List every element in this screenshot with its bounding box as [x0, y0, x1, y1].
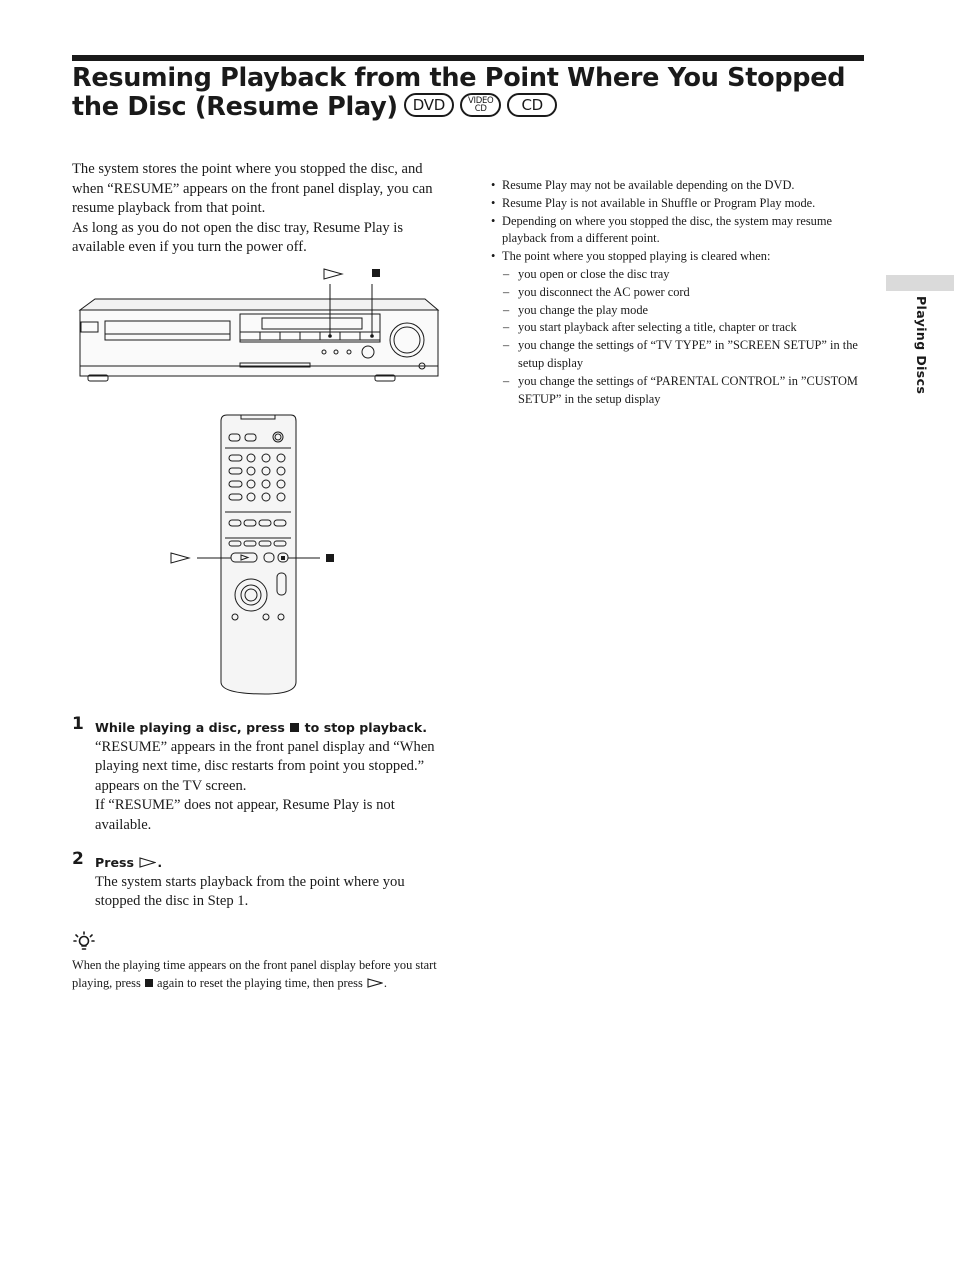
remote-illustration [165, 410, 365, 700]
stop-square-icon [372, 269, 380, 277]
dvd-badge: DVD [404, 93, 454, 117]
page-title [72, 64, 872, 122]
notes-list [490, 177, 870, 408]
stop-square-icon [290, 723, 299, 732]
tip-text-part: . [383, 975, 388, 990]
step-2 [72, 849, 452, 912]
note-item: • The point where you stopped playing is cleared when: [490, 248, 870, 266]
cleared-when-item: – you open or close the disc tray [490, 266, 870, 284]
step-body: If “RESUME” does not appear, Resume Play is not available. [95, 797, 395, 833]
front-panel-illustration [70, 262, 445, 384]
cleared-when-item: – you change the play mode [490, 302, 870, 320]
video-cd-badge [460, 93, 501, 117]
step-body: “RESUME” appears in the front panel display and “When playing next time, disc restarts from point you stopped.” appears on the TV screen. [95, 738, 435, 794]
intro-text [72, 160, 452, 258]
stop-square-icon [145, 979, 153, 987]
cleared-when-item: – you change the settings of “PARENTAL CONTROL” in ”CUSTOM SETUP” in the setup display [490, 373, 870, 409]
title-rule [72, 55, 864, 61]
cleared-when-item: – you disconnect the AC power cord [490, 284, 870, 302]
cd-badge: CD [507, 93, 556, 117]
note-item: • Resume Play may not be available depending on the DVD. [490, 177, 870, 195]
video-cd-badge-bottom: CD [474, 104, 487, 114]
play-triangle-icon [367, 978, 383, 988]
step-heading-text: Press [95, 855, 134, 870]
step-heading-text: to stop playback. [304, 720, 428, 735]
step-number: 2 [72, 849, 84, 869]
note-item: • Resume Play is not available in Shuffle or Program Play mode. [490, 195, 870, 213]
note-item: • Depending on where you stopped the disc, the system may resume playback from a different point. [490, 213, 870, 249]
cleared-when-item: – you start playback after selecting a title, chapter or track [490, 319, 870, 337]
step-1 [72, 714, 452, 835]
lightbulb-tip-icon [72, 930, 96, 954]
step-heading [95, 853, 452, 873]
intro-paragraph-1: The system stores the point where you stopped the disc, and when “RESUME” appears on the front panel display, you can resume playback from that point. [72, 161, 433, 216]
play-triangle-icon [324, 269, 342, 279]
step-body: The system starts playback from the point where you stopped the disc in Step 1. [95, 873, 405, 909]
stop-square-icon [326, 554, 334, 562]
step-heading [95, 718, 452, 738]
video-cd-badge-top: VIDEO [468, 95, 494, 106]
step-heading-text: While playing a disc, press [95, 720, 285, 735]
play-triangle-icon [139, 857, 156, 868]
unit-top-face [80, 299, 438, 310]
step-number: 1 [72, 714, 84, 734]
tip-text-part: When the playing time appears on the front panel display before you start playing, press [72, 958, 437, 990]
section-tab-label: Playing Discs [914, 296, 929, 395]
tip-text-part: again to reset the playing time, then press [157, 975, 363, 990]
step-heading-text: . [157, 855, 163, 870]
section-tab-marker [886, 275, 954, 291]
intro-paragraph-2: As long as you do not open the disc tray, Resume Play is available even if you turn the power off. [72, 219, 404, 255]
play-triangle-icon [171, 553, 189, 563]
tip-text [72, 957, 447, 993]
cleared-when-item: – you change the settings of “TV TYPE” in ”SCREEN SETUP” in the setup display [490, 337, 870, 373]
title-text: Resuming Playback from the Point Where You Stopped the Disc (Resume Play) [72, 63, 846, 122]
